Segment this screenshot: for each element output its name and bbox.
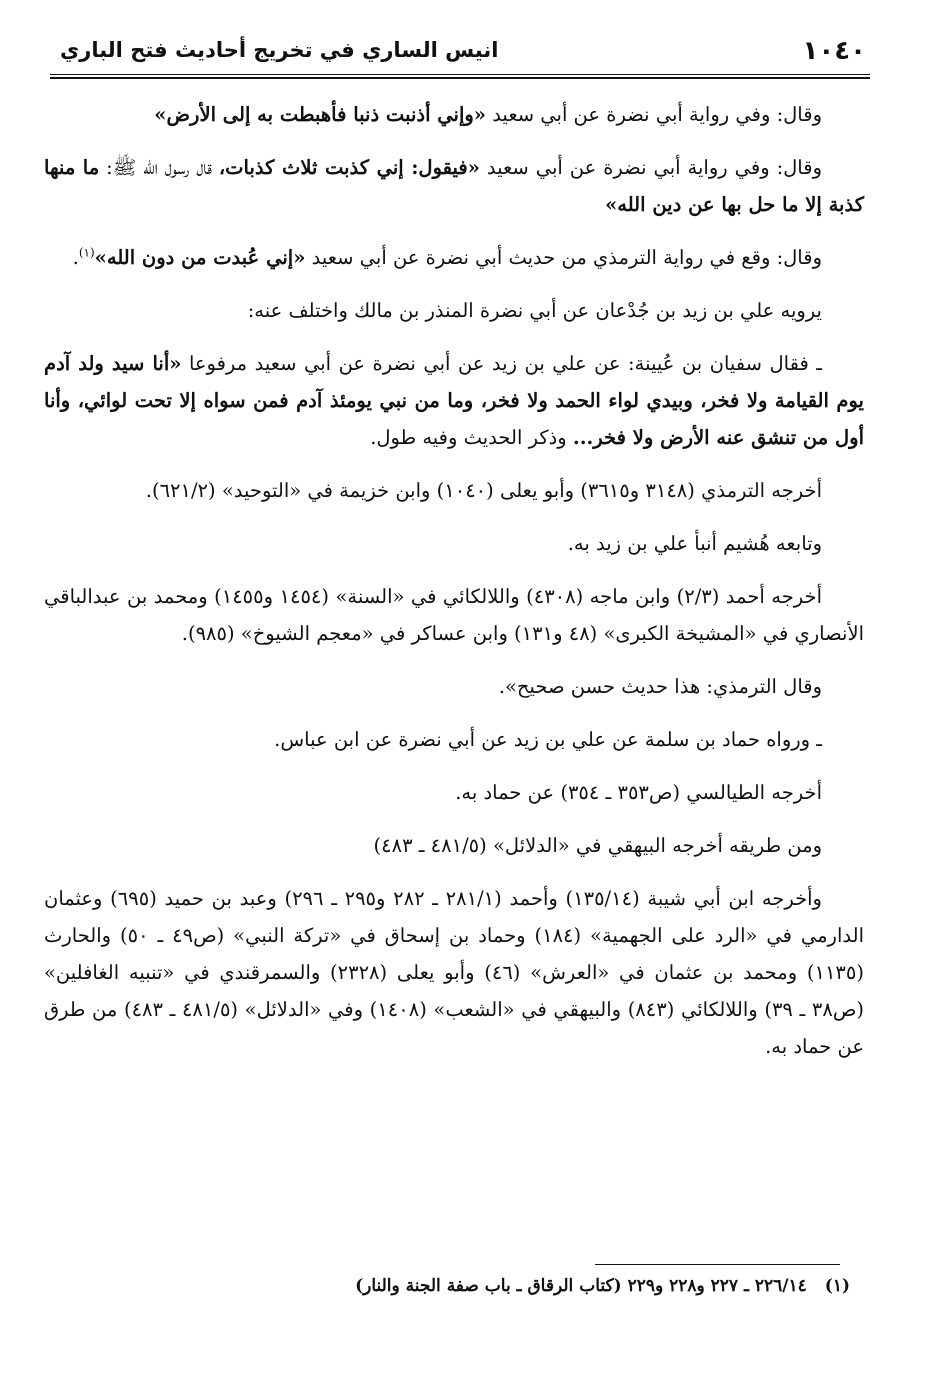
page-number: ١٠٤٠ (802, 36, 866, 66)
footnote-marker: (١) (824, 1276, 850, 1296)
quoted-hadith: «فيقول: إني كذبت ثلاث كذبات، (218, 156, 480, 179)
paragraph (44, 578, 864, 652)
paragraph (44, 827, 864, 864)
text-run: وقال: وفي رواية أبي نضرة عن أبي سعيد (479, 156, 822, 179)
main-text (44, 96, 864, 1081)
text-run: أخرجه الترمذي (٣١٤٨ و٣٦١٥) وأبو يعلى (١٠٤٠) وابن خزيمة في «التوحيد» (٦٢١/٢). (145, 479, 822, 502)
paragraph (44, 525, 864, 562)
header-rule (50, 74, 870, 79)
paragraph (44, 774, 864, 811)
paragraph (44, 880, 864, 1065)
footnote-separator (595, 1264, 840, 1265)
text-run: أخرجه أحمد (٢/٣) وابن ماجه (٤٣٠٨) واللالكائي في «السنة» (١٤٥٤ و١٤٥٥) ومحمد بن عبدالباقي الأنصاري في «المشيخة الكبرى» (٤٨ و١٣١) وابن عساكر في «معجم الشيوخ» (٩٨٥). (44, 585, 864, 645)
text-run: . (72, 246, 79, 269)
paragraph (44, 668, 864, 705)
quoted-hadith: «إني عُبدت من دون الله» (94, 246, 306, 269)
text-run: وقال الترمذي: هذا حديث حسن صحيح». (498, 675, 822, 698)
footnote (50, 1276, 850, 1296)
paragraph (44, 96, 864, 133)
quoted-hadith: «وإني أذنبت ذنبا فأهبطت به إلى الأرض» (154, 103, 486, 126)
paragraph (44, 292, 864, 329)
text-run: وقال: وفي رواية أبي نضرة عن أبي سعيد (486, 103, 822, 126)
paragraph (44, 345, 864, 456)
text-run: ـ ورواه حماد بن سلمة عن علي بن زيد عن أبي نضرة عن ابن عباس. (274, 728, 822, 751)
text-run: وأخرجه ابن أبي شيبة (١٣٥/١٤) وأحمد (٢٨١/١ ـ ٢٨٢ و٢٩٥ ـ ٢٩٦) وعبد بن حميد (٦٩٥) وعثمان الدارمي في «الرد على الجهمية» (١٨٤) وحماد بن إسحاق في «تركة النبي» (ص٤٩ ـ ٥٠) والحارث (١١٣٥) ومحمد بن عثمان في «العرش» (٤٦) وأبو يعلى (٢٣٢٨) والسمرقندي في «تنبيه الغافلين» (ص٣٨ ـ ٣٩) واللالكائي (٨٤٣) والبيهقي في «الشعب» (١٤٠٨) وفي «الدلائل» (٤٨١/٥ ـ ٤٨٣) من طرق عن حماد به. (44, 887, 864, 1058)
text-run: وتابعه هُشيم أنبأ علي بن زيد به. (567, 532, 822, 555)
quoted-hadith: ما منها كذبة إلا ما حل بها عن دين الله» (44, 156, 864, 216)
paragraph (44, 239, 864, 276)
text-run: يرويه علي بن زيد بن جُدْعان عن أبي نضرة المنذر بن مالك واختلف عنه: (247, 299, 822, 322)
page-header (50, 36, 866, 70)
text-run: ومن طريقه أخرجه البيهقي في «الدلائل» (٤٨١/٥ ـ ٤٨٣) (373, 834, 822, 857)
text-run: وذكر الحديث وفيه طول. (370, 426, 573, 449)
text-run: قال رسول الله ﷺ: (99, 156, 219, 179)
footnote-reference: (١) (78, 245, 95, 260)
quoted-hadith: «أنا سيد ولد آدم يوم القيامة ولا فخر، وبيدي لواء الحمد ولا فخر، وما من نبي يومئذ آدم فمن سواه إلا تحت لوائي، وأنا أول من تنشق عنه الأرض ولا فخر... (44, 352, 864, 449)
text-run: ـ فقال سفيان بن عُيينة: عن علي بن زيد عن أبي نضرة عن أبي سعيد مرفوعا (181, 352, 822, 375)
running-title: انيس الساري في تخريج أحاديث فتح الباري (60, 38, 499, 62)
paragraph (44, 721, 864, 758)
paragraph (44, 149, 864, 223)
footnote-text: ٢٢٦/١٤ ـ ٢٢٧ و٢٢٨ و٢٢٩ (كتاب الرقاق ـ باب صفة الجنة والنار) (355, 1276, 807, 1296)
text-run: أخرجه الطيالسي (ص٣٥٣ ـ ٣٥٤) عن حماد به. (455, 781, 822, 804)
text-run: وقال: وقع في رواية الترمذي من حديث أبي نضرة عن أبي سعيد (305, 246, 822, 269)
paragraph (44, 472, 864, 509)
